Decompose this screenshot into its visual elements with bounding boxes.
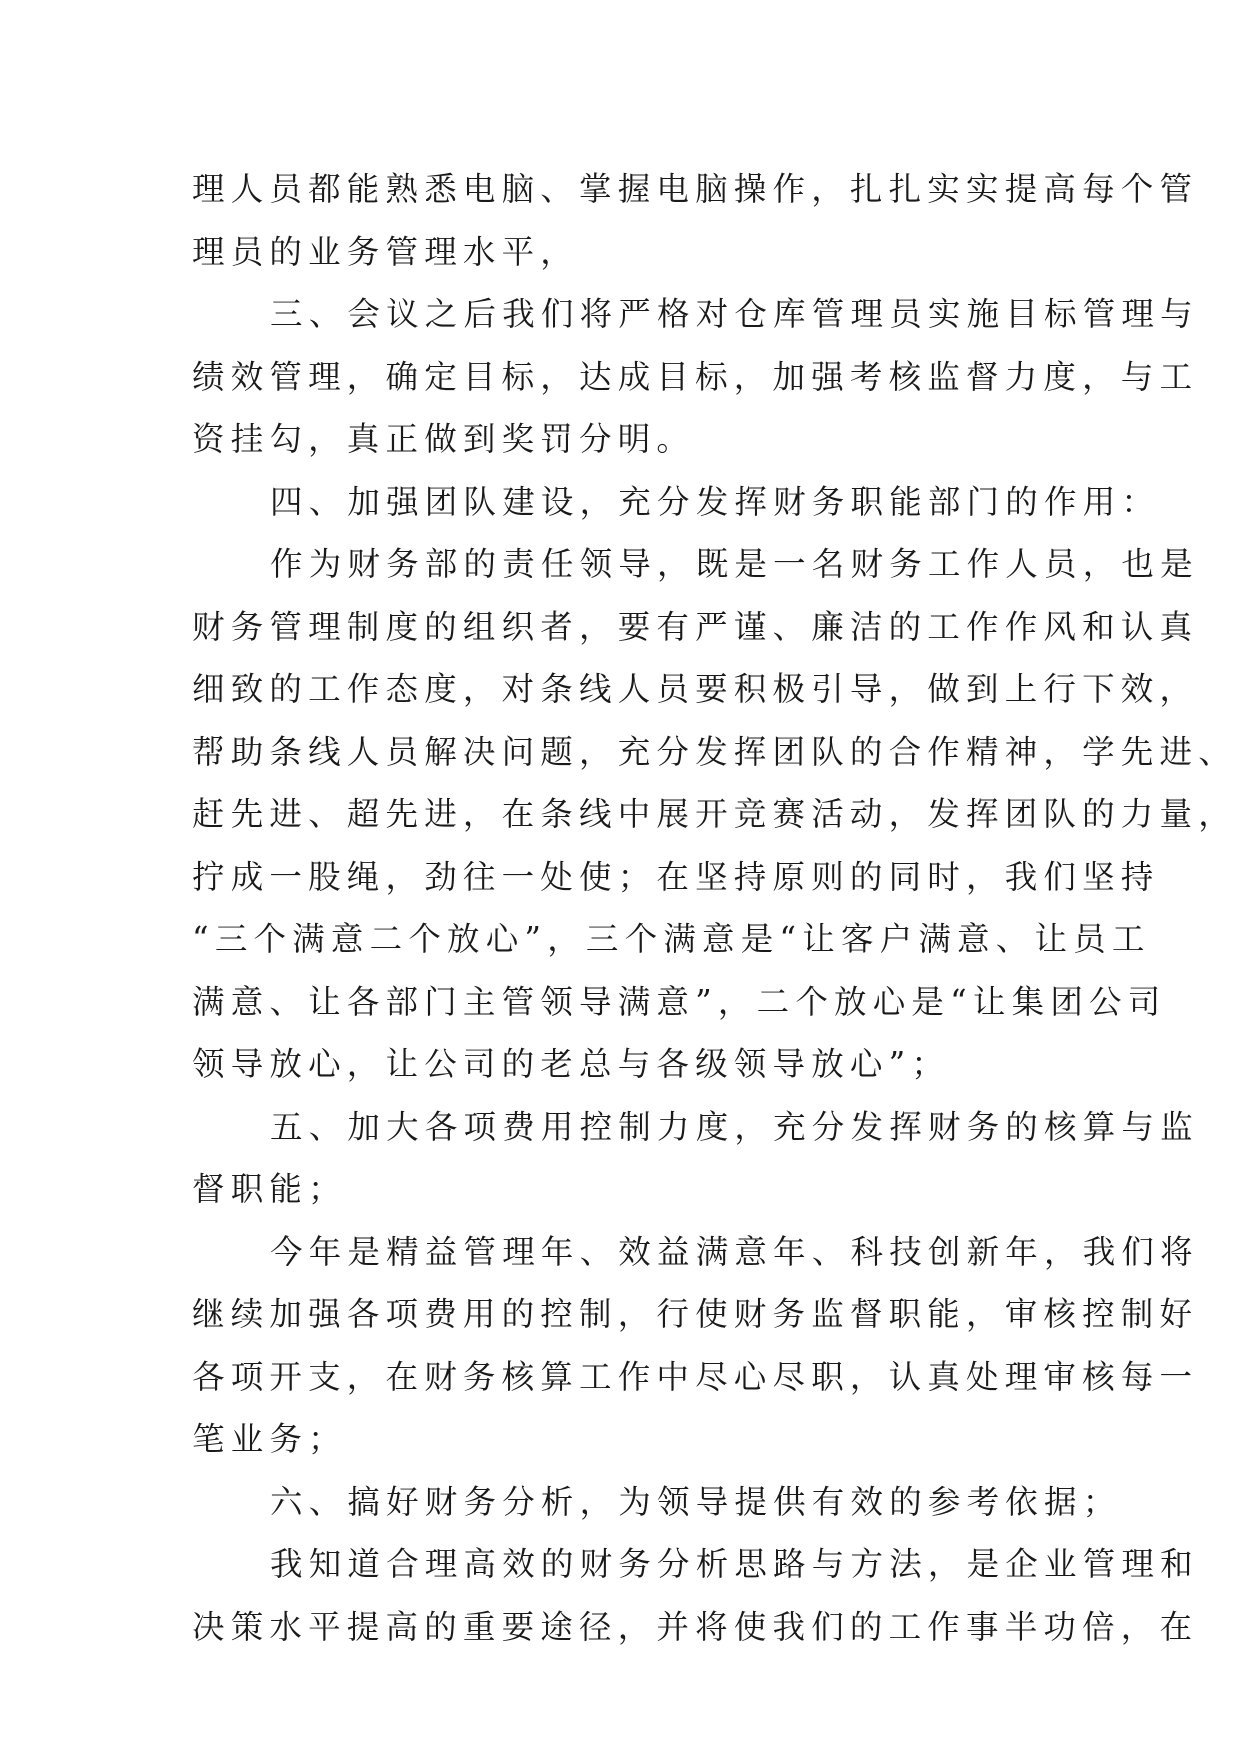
text-line: 帮助条线人员解决问题，充分发挥团队的合作精神，学先进、	[192, 732, 1237, 771]
text-line: 绩效管理，确定目标，达成目标，加强考核监督力度，与工	[192, 357, 1199, 396]
text-line: 六、搞好财务分析，为领导提供有效的参考依据；	[270, 1482, 1122, 1521]
text-line: 各项开支，在财务核算工作中尽心尽职，认真处理审核每一	[192, 1357, 1199, 1396]
text-line: 赶先进、超先进，在条线中展开竞赛活动，发挥团队的力量，	[192, 795, 1237, 833]
text-line: 继续加强各项费用的控制，行使财务监督职能，审核控制好	[192, 1295, 1199, 1333]
text-line: “三个满意二个放心”，三个满意是“让客户满意、让员工	[192, 920, 1151, 958]
text-line: 三、会议之后我们将严格对仓库管理员实施目标管理与	[270, 295, 1199, 333]
text-line: 作为财务部的责任领导，既是一名财务工作人员，也是	[270, 545, 1199, 583]
text-line: 满意、让各部门主管领导满意”，二个放心是“让集团公司	[192, 982, 1167, 1021]
document-body	[192, 158, 1237, 1658]
text-line: 细致的工作态度，对条线人员要积极引导，做到上行下效，	[192, 670, 1199, 708]
text-line: 领导放心，让公司的老总与各级领导放心”；	[192, 1045, 951, 1083]
text-line: 五、加大各项费用控制力度，充分发挥财务的核算与监	[270, 1107, 1199, 1146]
text-line: 理人员都能熟悉电脑、掌握电脑操作，扎扎实实提高每个管	[192, 170, 1199, 208]
text-line: 资挂勾，真正做到奖罚分明。	[192, 420, 696, 458]
text-line: 四、加强团队建设，充分发挥财务职能部门的作用：	[270, 482, 1161, 521]
text-line: 督职能；	[192, 1170, 347, 1208]
text-line: 理员的业务管理水平，	[192, 232, 580, 271]
text-line: 今年是精益管理年、效益满意年、科技创新年，我们将	[270, 1232, 1199, 1271]
text-line: 拧成一股绳，劲往一处使；在坚持原则的同时，我们坚持	[192, 857, 1160, 896]
text-line: 笔业务；	[192, 1420, 347, 1458]
text-line: 财务管理制度的组织者，要有严谨、廉洁的工作作风和认真	[192, 607, 1199, 646]
text-line: 决策水平提高的重要途径，并将使我们的工作事半功倍，在	[192, 1607, 1199, 1646]
text-line: 我知道合理高效的财务分析思路与方法，是企业管理和	[270, 1545, 1199, 1583]
